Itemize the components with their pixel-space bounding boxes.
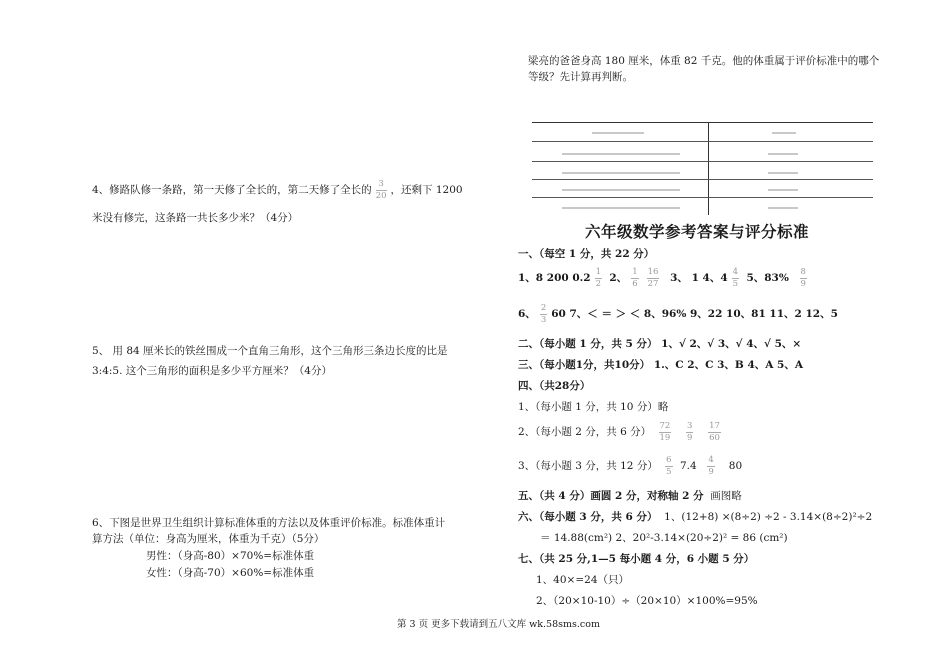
question-5-line-2: 3:4:5. 这个三角形的面积是多少平方厘米？（4分） xyxy=(92,365,332,377)
fraction: $\frac{4}{5}$ xyxy=(732,267,739,289)
fraction: $\frac{4}{9}$ xyxy=(708,455,714,477)
table-cell-obscured xyxy=(768,189,798,191)
section-1-row-1: 1、8 200 0.2 $\frac{1}{2}$ 2、 $\frac{1}{6}$ $\frac{16}{27}$ 3、 1 4、4 $\frac{4}{5}$ 5、83% $\frac{8}{9}$ xyxy=(518,267,806,289)
section-7-heading: 七、（共 25 分,1—5 每小题 4 分，6 小题 5 分） xyxy=(518,553,755,565)
fraction: $\frac{3}{9}$ xyxy=(687,421,693,443)
fraction: $\frac{72}{19}$ xyxy=(659,421,671,443)
section-4-heading: 四、（共28分） xyxy=(518,380,591,392)
table-cell-obscured xyxy=(562,207,680,209)
fraction: $\frac{1}{2}$ xyxy=(595,267,602,289)
section-4-row-3: 3、（每小题 3 分，共 12 分） $\frac{6}{5}$ 7.4 $\frac{4}{9}$ 80 xyxy=(518,455,743,477)
section-6-answer-line-2: ＝ 14.88(cm²) 2、20²-3.14×(20÷2)² = 86 (cm²) xyxy=(540,532,788,544)
fraction: $\frac{2}{3}$ xyxy=(540,303,547,325)
section-4-row-1: 1、（每小题 1 分，共 10 分）略 xyxy=(518,401,669,413)
table-cell-obscured xyxy=(562,189,680,191)
fraction: $\frac{1}{6}$ xyxy=(632,267,638,289)
table-column-divider xyxy=(708,123,709,215)
section-7-row-2: 2、（20×10-10）÷（20×10）×100%=95% xyxy=(536,595,758,607)
evaluation-table xyxy=(532,122,873,215)
table-row-divider xyxy=(532,179,873,180)
question-6-continued-line-1: 梁亮的爸爸身高 180 厘米，体重 82 千克。他的体重属于评价标准中的哪个 xyxy=(528,55,880,67)
table-cell-obscured xyxy=(768,153,798,155)
section-7-row-1: 1、40×=24（只） xyxy=(536,574,629,586)
table-cell-obscured xyxy=(562,153,680,155)
formula-male: 男性：（身高-80）×70%=标准体重 xyxy=(146,550,315,562)
question-4-line-2: 米没有修完，这条路一共长多少米？（4分） xyxy=(92,212,299,224)
fraction: $\frac{3}{20}$ xyxy=(375,179,387,201)
table-row-divider xyxy=(532,197,873,198)
table-cell-obscured xyxy=(562,172,680,174)
table-cell-obscured xyxy=(768,172,798,174)
section-3-answers: 三、（每小题1分，共10分） 1.、C 2、C 3、B 4、A 5、A xyxy=(518,359,804,371)
section-4-row-2: 2、（每小题 2 分，共 6 分） $\frac{72}{19}$ $\frac{3}{9}$ $\frac{17}{60}$ xyxy=(518,421,720,443)
section-6-answer-line-1: 六、（每小题 3 分，共 6 分） 1、(12+8) ×(8÷2) ÷2 - 3.14×(8÷2)²÷2 xyxy=(518,511,873,523)
page-title: 六年级数学参考答案与评分标准 xyxy=(585,222,810,241)
formula-female: 女性：（身高-70）×60%=标准体重 xyxy=(146,567,315,579)
question-6-line-1: 6、下图是世界卫生组织计算标准体重的方法以及体重评价标准。标准体重计 xyxy=(92,517,446,529)
question-5-line-1: 5、 用 84 厘米长的铁丝围成一个直角三角形，这个三角形三条边长度的比是 xyxy=(92,345,448,357)
page-footer: 第 3 页 更多下载请到五八文库 wk.58sms.com xyxy=(397,619,600,630)
section-2-answers: 二、（每小题 1 分，共 5 分） 1、√ 2、√ 3、√ 4、√ 5、× xyxy=(518,338,802,350)
question-6-continued-line-2: 等级？先计算再判断。 xyxy=(528,71,633,83)
table-cell-obscured xyxy=(592,132,644,134)
table-cell-obscured xyxy=(772,132,796,134)
table-cell-obscured xyxy=(768,207,798,209)
table-row-divider xyxy=(532,161,873,162)
section-1-row-2: 6、 $\frac{2}{3}$ 60 7、＜ ＝ ＞ ＜ 8、96% 9、22 10、81 11、2 12、5 xyxy=(518,303,838,325)
table-row-divider xyxy=(532,141,873,142)
question-6-line-2: 算方法（单位：身高为厘米，体重为千克）（5分） xyxy=(92,533,325,545)
fraction: $\frac{16}{27}$ xyxy=(647,267,659,289)
fraction: $\frac{8}{9}$ xyxy=(800,267,806,289)
fraction: $\frac{6}{5}$ xyxy=(666,455,672,477)
question-4-line-1: 4、修路队修一条路，第一天修了全长的，第二天修了全长的 $\frac{3}{20}$ ，还剩下 1200 xyxy=(92,179,463,201)
section-1-heading: 一、（每空 1 分，共 22 分） xyxy=(518,248,655,260)
fraction: $\frac{17}{60}$ xyxy=(709,421,720,443)
section-5-answer: 五、（共 4 分）画圆 2 分，对称轴 2 分 画图略 xyxy=(518,490,742,502)
